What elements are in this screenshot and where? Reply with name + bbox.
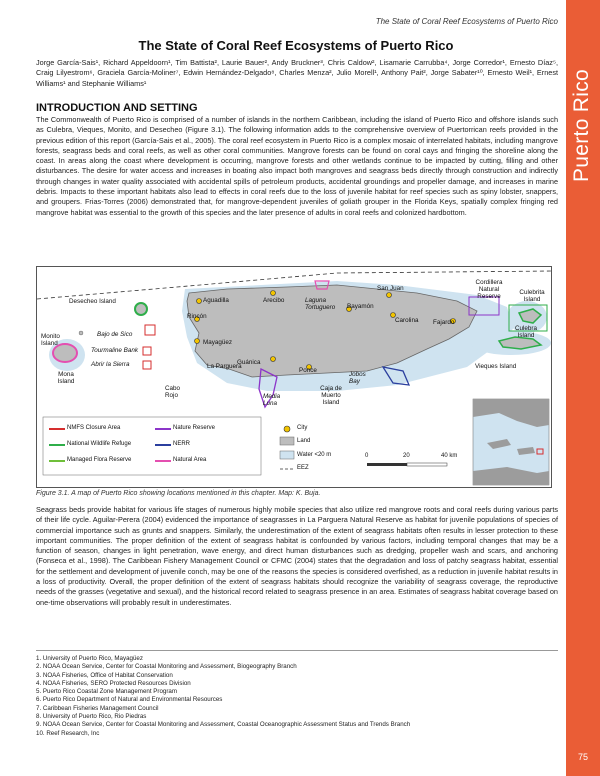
author-list: Jorge García-Sais¹, Richard Appeldoorn¹, Tim Battista², Laurie Bauer², Andy Bruckner³, Chris Caldow², Lisamarie Carrubba⁴, Jorge Corredor¹, Ernesto Díaz⁵, Craig Lilyestrom⁶, Graciela García-Moliner⁷, Edwin Hernández-Delgado⁸, Charles Menza², Julio Morell¹, Anthony Pait², Jorge Sabater¹⁰, Ernesto Weil¹, Ernest Williams¹ and Stephanie Williams¹: [36, 58, 558, 88]
running-head: The State of Coral Reef Ecosystems of Puerto Rico: [375, 17, 558, 26]
legend-city: City: [297, 425, 308, 431]
seagrass-paragraph: Seagrass beds provide habitat for various life stages of numerous highly mobile species that also utilize red mangrove roots and coral reefs during various parts of their life cycle. Aguilar-Perera (2004) evidenced the importance of seagrasses in La Parguera Natural Reserve as habitat for juvenile populations of species of commercial importance such as grunts and snappers. Similarly, the underestimation of the extent of seagrass habitats often results in lesser protection to these important communities. The proper definition of the extent of seagrass habitat is confounded by various factors, including temporal changes that may be a function of season, changes in light penetration, wave energy, and direct human disturbances such as dredging, propeller wash and scars, and anchoring (Fonseca et al., 1998). The Caribbean Fishery Management Council or CFMC (2004) states that the degradation and loss of patchy seagrass habitat, essential for the settlement and development of juvenile conch, may be one of the reasons the species is considered overfished, as a reduction in juvenile habitat results in a loss of productivity. Overall, the proper definition of the extent of seagrass habitats should recognize the variability of seagrass coverage, the reproductive needs of the grasses (vegetative and sexual), and the historical record related to seagrass presence in an area. Estimates of seagrass habitat coverage based on one-time observations will probably result in underestimates.: [36, 505, 558, 607]
legend-nwr: National Wildlife Refuge: [67, 441, 132, 447]
label-arecibo: Arecibo: [263, 297, 285, 304]
footnote: 7. Caribbean Fisheries Management Council: [36, 704, 159, 712]
label-vieques: Vieques Island: [475, 363, 517, 370]
label-ponce: Ponce: [299, 367, 317, 374]
label-guanica: Guánica: [237, 359, 261, 366]
scale-mid: 20: [403, 453, 410, 459]
footnote: 10. Reef Research, Inc: [36, 729, 100, 737]
label-rincon: Rincón: [187, 313, 207, 320]
scale-end: 40 km: [441, 453, 458, 459]
section-heading: INTRODUCTION AND SETTING: [36, 102, 198, 114]
legend-natural-area: Natural Area: [173, 457, 207, 463]
puerto-rico-map: [36, 266, 552, 488]
label-media-luna: Media Luna: [263, 393, 281, 407]
legend-mfr: Managed Flora Reserve: [67, 457, 132, 463]
label-bayamon: Bayamón: [347, 303, 374, 310]
label-cabo-rojo: Cabo Rojo: [165, 385, 181, 399]
legend-nature: Nature Reserve: [173, 425, 216, 431]
page-title: The State of Coral Reef Ecosystems of Puerto Rico: [138, 38, 454, 53]
scale-bar-white: [407, 463, 447, 466]
label-culebra: Culebra Island: [514, 325, 538, 339]
footnote: 3. NOAA Fisheries, Office of Habitat Conservation: [36, 671, 173, 679]
label-san-juan: San Juan: [377, 285, 404, 292]
label-monito: Monito Island: [41, 333, 60, 347]
scale-zero: 0: [365, 453, 369, 459]
scale-bar-black: [367, 463, 407, 466]
footnote: 8. University of Puerto Rico, Rio Piedras: [36, 713, 147, 721]
legend-nmfs: NMFS Closure Area: [67, 425, 121, 431]
label-fajardo: Fajardo: [433, 319, 455, 326]
label-aguadilla: Aguadilla: [203, 297, 229, 304]
intro-paragraph: The Commonwealth of Puerto Rico is comprised of a number of islands in the northern Caribbean, including the island of Puerto Rico and offshore islands such as Culebra, Vieques, Monito, and Desecheo (Figure 3.1). The following information adds to the comprehensive overview of Puertorrican reefs provided in the previous edition of this report (García-Sais et al., 2005). The coral reef ecosystem in Puerto Rico is a complex mosaic of interrelated habitats, including mangrove forests, seagrass beds and coral reefs, as well as other coral communities. Mangrove forests can be found on coral cays and fringing the shoreline along the coast. In areas along the coast where development is occurring, mangrove forests and other wetlands continue to be impacted by cutting, filling and other disturbances. The desire for water access and increases in boating also impact both mangroves and seagrass beds directly through construction and indirectly through changes in water quality associated with accidental spills of petroleum products, accidental groundings and propeller damage, and increases in marine debris. Impacts to these important habitats also lead to effects in coral reefs due to the loss of juvenile habitat for reef species such as spiny lobster, snappers, and groupers. Frias-Torres (2006) demonstrated that, for mangrove-dependent juveniles of goliath grouper in the Florida Keys, spatially complex fringing red mangrove habitat was essential to the growth of this species and the later presence of adults in coral reefs and colonized hardbottom.: [36, 115, 558, 217]
footnote: 6. Puerto Rico Department of Natural and Environmental Resources: [36, 696, 223, 704]
footnote-divider: [36, 650, 558, 651]
figure-caption: Figure 3.1. A map of Puerto Rico showing locations mentioned in this chapter. Map: K. Buja.: [36, 490, 321, 497]
label-culebrita: Culebrita Island: [519, 289, 545, 303]
label-carolina: Carolina: [395, 317, 419, 324]
monito-island-shape: [79, 331, 83, 335]
label-mayaguez: Mayagüez: [203, 339, 233, 346]
footnote: 9. NOAA Ocean Service, Center for Coastal Monitoring and Assessment, Coastal Oceanographic Assessment Status and Trends Branch: [36, 721, 411, 729]
footnote: 4. NOAA Fisheries, SERO Protected Resources Division: [36, 679, 191, 687]
label-jobos: Jobos Bay: [349, 371, 366, 385]
legend-nerr: NERR: [173, 441, 191, 447]
footnote: 2. NOAA Ocean Service, Center for Coastal Monitoring and Assessment, Biogeography Branch: [36, 663, 297, 671]
sidebar-label-text: Puerto Rico: [570, 68, 593, 182]
label-mona: Mona Island: [57, 371, 75, 385]
legend-water: Water <20 m: [297, 452, 332, 458]
legend-land: Land: [297, 438, 311, 444]
label-laguna: Laguna Tortuguero: [305, 297, 336, 311]
desecheo-island-shape: [135, 303, 147, 315]
footnote: 5. Puerto Rico Coastal Zone Management Program: [36, 688, 178, 696]
legend-eez: EEZ: [297, 465, 309, 471]
label-caja-de-muerto: Caja de Muerto Island: [320, 385, 342, 406]
page-number: 75: [577, 752, 588, 762]
label-cordillera: Cordillera Natural Reserve: [475, 279, 503, 300]
footnotes: [36, 655, 558, 738]
label-bajo-de-sico: Bajo de Sico: [97, 331, 133, 338]
sidebar-chapter-label: [570, 68, 594, 182]
label-la-parguera: La Parguera: [207, 363, 242, 370]
label-desecheo: Desecheo Island: [69, 298, 116, 305]
label-tourmaline: Tourmaline Bank: [91, 347, 139, 354]
label-abrir: Abrir la Sierra: [91, 361, 130, 368]
footnote: 1. University of Puerto Rico, Mayagüez: [36, 655, 143, 662]
